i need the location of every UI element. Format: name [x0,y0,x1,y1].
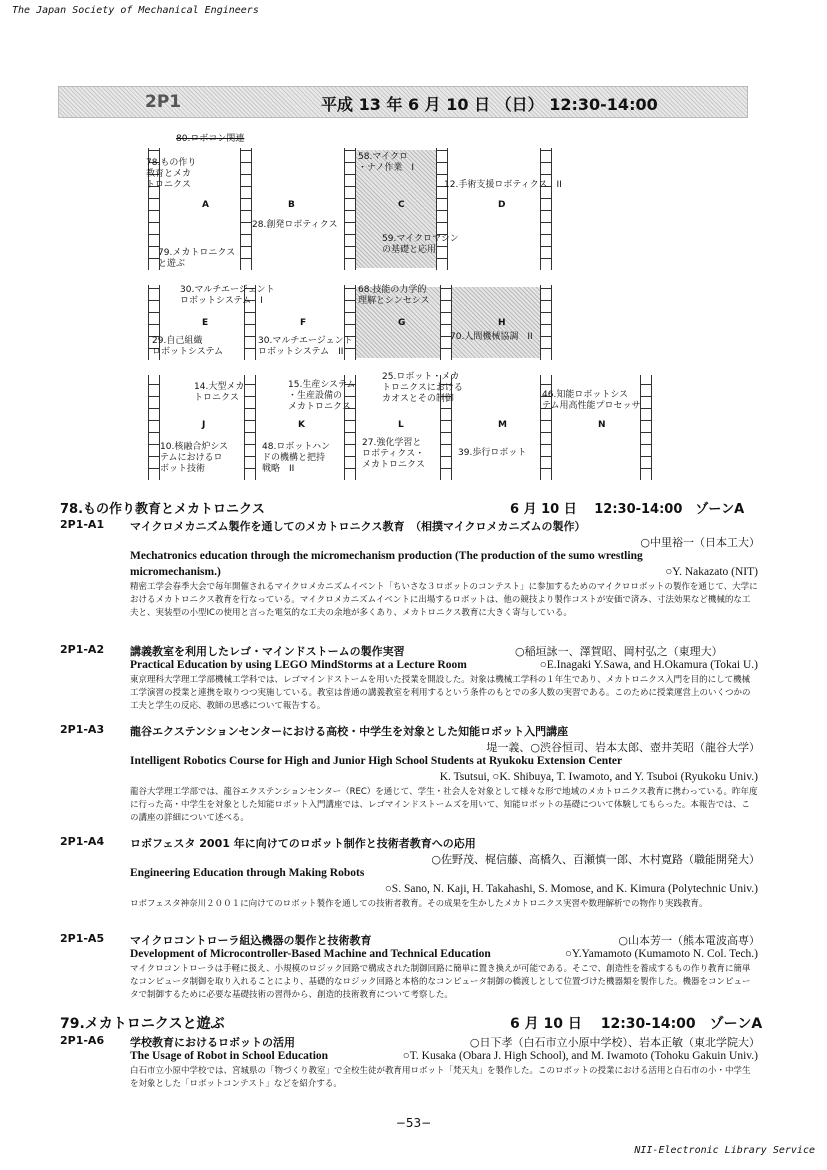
paper-authors-ja: ○日下孝（白石市立小原中学校）、岩本正敏（東北学院大） [469,1036,760,1049]
paper-abstract: 龍谷大学理工学部では、龍谷エクステンションセンター（REC）を通じて、学生・社会人を対象として様々な形で地域のメカトロニクス教育に携わっている。昨年度に行った高・中学生を対象とした知能ロボット入門講座では、レゴマインドストームズを用いて、知能ロボットの基礎について体験してもらった。本報告では、この講座の詳細について述べる。 [130,787,758,823]
room-29: 29.自己組織 ロボットシステム [152,336,224,357]
zone-label: L [398,420,404,430]
map-bar [640,375,652,480]
zone-label: N [598,420,606,430]
room-68: 68.技能の力学的 理解とシンセシス [358,285,430,306]
room-25: 25.ロボット・メカ トロニクスにおける カオスとその制御 [382,372,463,404]
map-bar [240,148,252,270]
paper-id: 2P1-A2 [60,643,105,656]
room-30-ii: 30.マルチエージェント ロボットシステム II [258,336,353,357]
paper-title-en: Engineering Education through Making Robots [130,867,365,879]
paper-abstract: 白石市立小原中学校では、宮城県の「物づくり教室」で全校生徒が教育用ロボット「梵天丸」を製作した。このロボットの授業における活用と白石市の小・中学生を対象とした「ロボットコンテスト」などを紹介する。 [130,1066,751,1089]
paper-authors-en: ○T. Kusaka (Obara J. High School), and M. Iwamoto (Tohoku Gakuin Univ.) [402,1050,758,1062]
session-code: 2P1 [145,92,182,112]
paper-abstract: ロボフェスタ神奈川２００１に向けてのロボット製作を通しての技術者教育。その成果を生かしたメカトロニクス実習や数理解析での物作り実践教育。 [130,899,708,909]
room-14: 14.大型メカ トロニクス [194,382,245,403]
paper-title-ja: ロボフェスタ 2001 年に向けてのロボット制作と技術者教育への応用 [130,837,476,850]
section-78 [60,498,745,517]
zone-label: K [298,420,305,430]
zone-label: F [300,318,307,328]
map-bar [440,285,452,360]
paper-title-en: Intelligent Robotics Course for High and Junior High School Students at Ryukoku Extension Center [130,755,623,767]
paper-authors-ja: ○山本芳一（熊本電波高専） [618,934,760,947]
paper-id: 2P1-A5 [60,932,105,945]
paper-title-ja: 講義教室を利用したレゴ・マインドストームの製作実習 [130,645,405,658]
zone-label: J [202,420,206,430]
paper-authors-ja: 堤一義、○渋谷恒司、岩本太郎、壺井芙昭（龍谷大学） [486,741,760,754]
paper-title-ja: 龍谷エクステンションセンターにおける高校・中学生を対象とした知能ロボット入門講座 [130,725,569,738]
page-footer: NII-Electronic Library Service [634,1145,815,1156]
zone-label: C [398,200,405,210]
room-79: 79.メカトロニクス と遊ぶ [158,248,236,269]
paper-id: 2P1-A3 [60,723,105,736]
zone-label: G [398,318,406,328]
section-79 [60,1013,763,1033]
paper-authors-en: ○S. Sano, N. Kaji, H. Takahashi, S. Momose, and K. Kimura (Polytechnic Univ.) [384,883,758,895]
section-time: 6 月 10 日 12:30-14:00 ゾーンA [510,1016,763,1032]
zone-label: M [498,420,507,430]
room-12: 12.手術支援ロボティクス II [444,180,562,190]
page-header: The Japan Society of Mechanical Engineers [12,5,259,16]
paper-authors-en: ○E.Inagaki Y.Sawa, and H.Okamura (Tokai U.) [539,659,758,671]
paper-title-ja: マイクロメカニズム製作を通してのメカトロニクス教育 （相撲マイクロメカニズムの製作） [130,520,586,533]
room-48: 48.ロボットハン ドの機構と把持 戦略 II [262,442,331,474]
zone-label: E [202,318,209,328]
room-78: 78.もの作り 教育とメカ トロニクス [146,158,197,190]
session-datetime: 平成 13 年 6 月 10 日 （日） 12:30-14:00 [321,95,658,114]
map-bar [540,285,552,360]
paper-authors-ja: ○中里裕一（日本工大） [640,536,760,549]
paper-authors-ja: ○稲垣詠一、澤賀昭、岡村弘之（東理大） [515,645,723,658]
room-15: 15.生産システム ・生産設備の メカトロニクス [288,380,356,412]
paper-id: 2P1-A6 [60,1034,105,1047]
paper-authors-ja: ○佐野茂、梶信藤、高橋久、百瀬慎一郎、木村寛路（職能開発大） [431,853,760,866]
map-bar [344,148,356,270]
room-46: 46.知能ロボットシス テム用高性能プロセッサ [542,390,641,411]
paper-title-ja: 学校教育におけるロボットの活用 [130,1036,295,1049]
zone-label: H [498,318,506,328]
paper-title-en: Practical Education by using LEGO MindStorms at a Lecture Room [130,659,467,671]
paper-authors-en: K. Tsutsui, ○K. Shibuya, T. Iwamoto, and Y. Tsuboi (Ryukoku Univ.) [439,771,758,783]
paper-title-en-cont: micromechanism.) [130,566,221,578]
page-number: −53− [395,1116,432,1130]
zone-label: B [288,200,295,210]
paper-abstract: 東京理科大学理工学部機械工学科では、レゴマインドストームを用いた授業を開設した。対象は機械工学科の１年生であり、メカトロニクス入門を目的にして機械工学演習の授業と連携を取りつつ実施している。教室は普通の講義教室を利用するという条件のもとでの多人数の実習である。このために授業運営上のいくつかの工夫と学生の反応、教師の思惑について報告する。 [130,675,751,711]
room-10: 10.核融合炉シス テムにおけるロ ボット技術 [160,442,229,474]
section-title: 79.メカトロニクスと遊ぶ [60,1016,225,1032]
paper-abstract: マイクロコントローラは手軽に扱え、小規模のロジック回路で構成された制御回路に簡単に置き換えが可能である。そこで、創造性を養成するもの作り教育に簡単なコンピュータ制御を取り入れることにより、基礎的なロジック回路と本格的なコンピュータ制御の橋渡しとして位置づけた機器類を製作した。機器をコンピュータで制御するために必要な基礎技術の習得から、創造的技術教育について考察した。 [130,964,751,1000]
section-time: 6 月 10 日 12:30-14:00 ゾーンA [510,502,745,517]
paper-title-en: Mechatronics education through the micromechanism production (The production of the sumo wrestling [130,550,643,562]
paper-id: 2P1-A1 [60,518,105,531]
room-58: 58.マイクロ ・ナノ作業 I [358,152,415,173]
paper-title-ja: マイクロコントローラ組込機器の製作と技術教育 [130,934,372,947]
zone-label: D [498,200,506,210]
zone-label: A [202,200,209,210]
map-bar [244,375,256,480]
paper-title-en: Development of Microcontroller-Based Machine and Technical Education [130,948,491,960]
room-28: 28.創発ロボティクス [252,220,338,230]
paper-title-en: The Usage of Robot in School Education [130,1050,329,1062]
section-title: 78.もの作り教育とメカトロニクス [60,502,265,517]
room-80: 80.ロボコン関連 [176,134,245,144]
paper-abstract: 精密工学会春季大会で毎年開催されるマイクロメカニズムイベント「ちいさな３ロボットのコンテスト」に参加するためのマイクロロボットの製作を通じて、大学におけるメカトロニクス教育を行なっている。マイクロメカニズムイベントに出場するロボットは、他の競技より製作コストが安価で済み、寸法効果など機械的な工夫と、実装型の小型ICの使用と言った電気的な工夫の余地が多くあり、メカトロニクス教育に大きく寄与している。 [130,582,758,618]
session-banner [58,86,748,118]
paper-id: 2P1-A4 [60,835,105,848]
paper-authors-en: ○Y. Nakazato (NIT) [665,566,758,578]
room-27: 27.強化学習と ロボティクス・ メカトロニクス [362,438,425,470]
room-59: 59.マイクロマシン の基礎と応用 [382,234,459,255]
map-bar [148,375,160,480]
room-70: 70.人間機械協調 II [450,332,533,342]
paper-authors-en: ○Y.Yamamoto (Kumamoto N. Col. Tech.) [564,948,758,960]
room-30-i: 30.マルチエージェント ロボットシステム I [180,285,275,306]
map-bar [540,148,552,270]
room-39: 39.歩行ロボット [458,448,527,458]
